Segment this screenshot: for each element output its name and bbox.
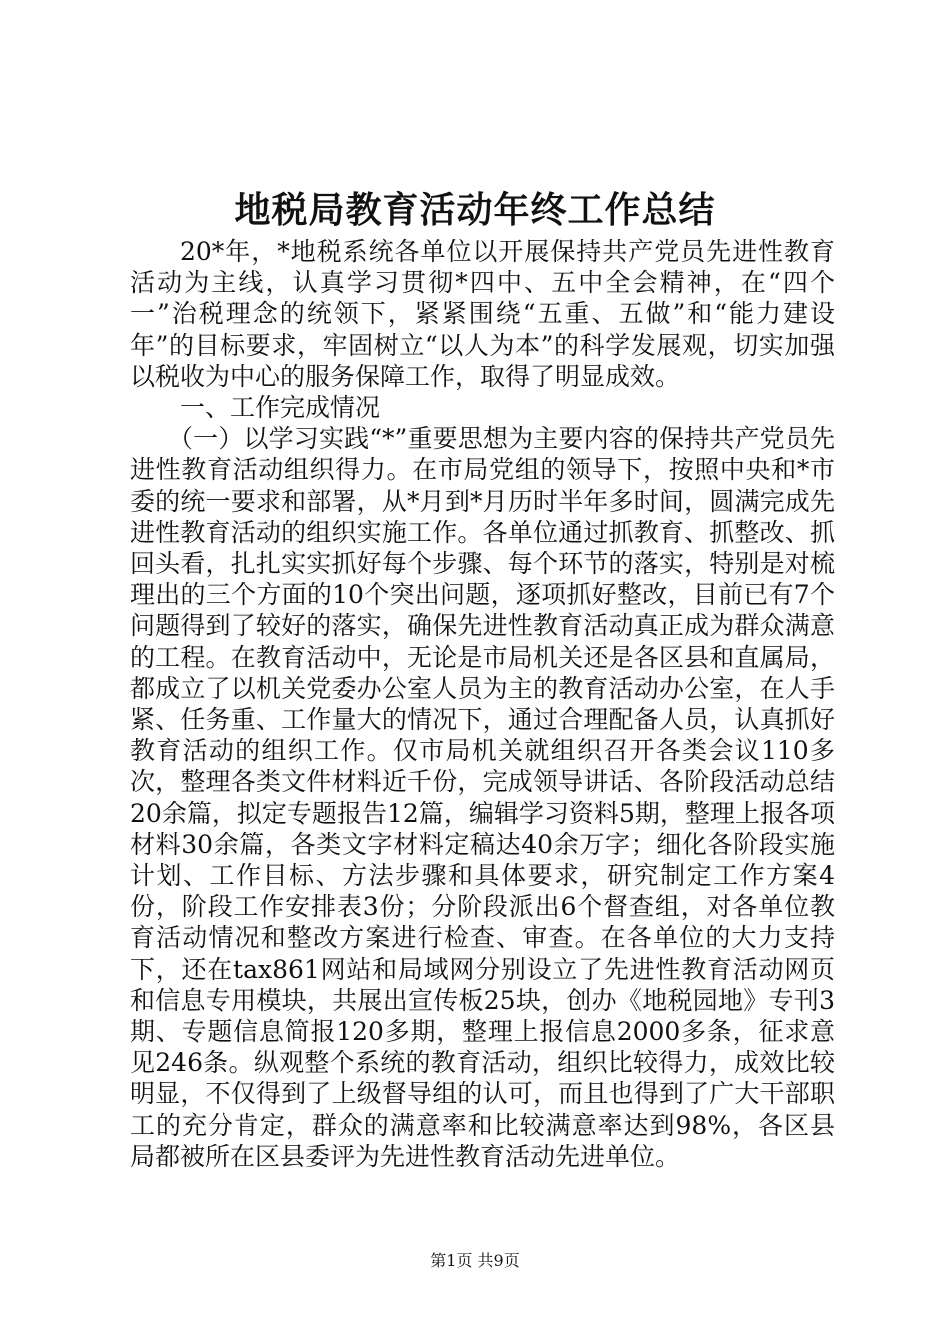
intro-paragraph: 20*年，*地税系统各单位以开展保持共产党员先进性教育活动为主线，认真学习贯彻*四中、五中全会精神，在“四个一”治税理念的统领下，紧紧围绕“五重、五做”和“能力建设年”的目标要求，牢固树立“以人为本”的科学发展观，切实加强以税收为中心的服务保障工作，取得了明显成效。: [130, 237, 835, 391]
body-paragraph: （一）以学习实践“*”重要思想为主要内容的保持共产党员先进性教育活动组织得力。在市局党组的领导下，按照中央和*市委的统一要求和部署，从*月到*月历时半年多时间，圆满完成先进性教育活动的组织实施工作。各单位通过抓教育、抓整改、抓回头看，扎扎实实抓好每个步骤、每个环节的落实，特别是对梳理出的三个方面的10个突出问题，逐项抓好整改，目前已有7个问题得到了较好的落实，确保先进性教育活动真正成为群众满意的工程。在教育活动中，无论是市局机关还是各区县和直属局，都成立了以机关党委办公室人员为主的教育活动办公室，在人手紧、任务重、工作量大的情况下，通过合理配备人员，认真抓好教育活动的组织工作。仅市局机关就组织召开各类会议110多次，整理各类文件材料近千份，完成领导讲话、各阶段活动总结20余篇，拟定专题报告12篇，编辑学习资料5期，整理上报各项材料30余篇，各类文字材料定稿达40余万字；细化各阶段实施计划、工作目标、方法步骤和具体要求，研究制定工作方案4份，阶段工作安排表3份；分阶段派出6个督查组，对各单位教育活动情况和整改方案进行检查、审查。在各单位的大力支持下，还在tax861网站和局域网分别设立了先进性教育活动网页和信息专用模块，共展出宣传板25块，创办《地税园地》专刊3期、专题信息简报120多期，整理上报信息2000多条，征求意见246条。纵观整个系统的教育活动，组织比较得力，成效比较明显，不仅得到了上级督导组的认可，而且也得到了广大干部职工的充分肯定，群众的满意率和比较满意率达到98%，各区县局都被所在区县委评为先进性教育活动先进单位。: [130, 424, 835, 1171]
section-heading: 一、工作完成情况: [180, 393, 381, 423]
page-footer: 第1页 共9页: [430, 1251, 520, 1270]
document-title: 地税局教育活动年终工作总结: [234, 189, 716, 231]
document-body: [130, 236, 835, 1172]
